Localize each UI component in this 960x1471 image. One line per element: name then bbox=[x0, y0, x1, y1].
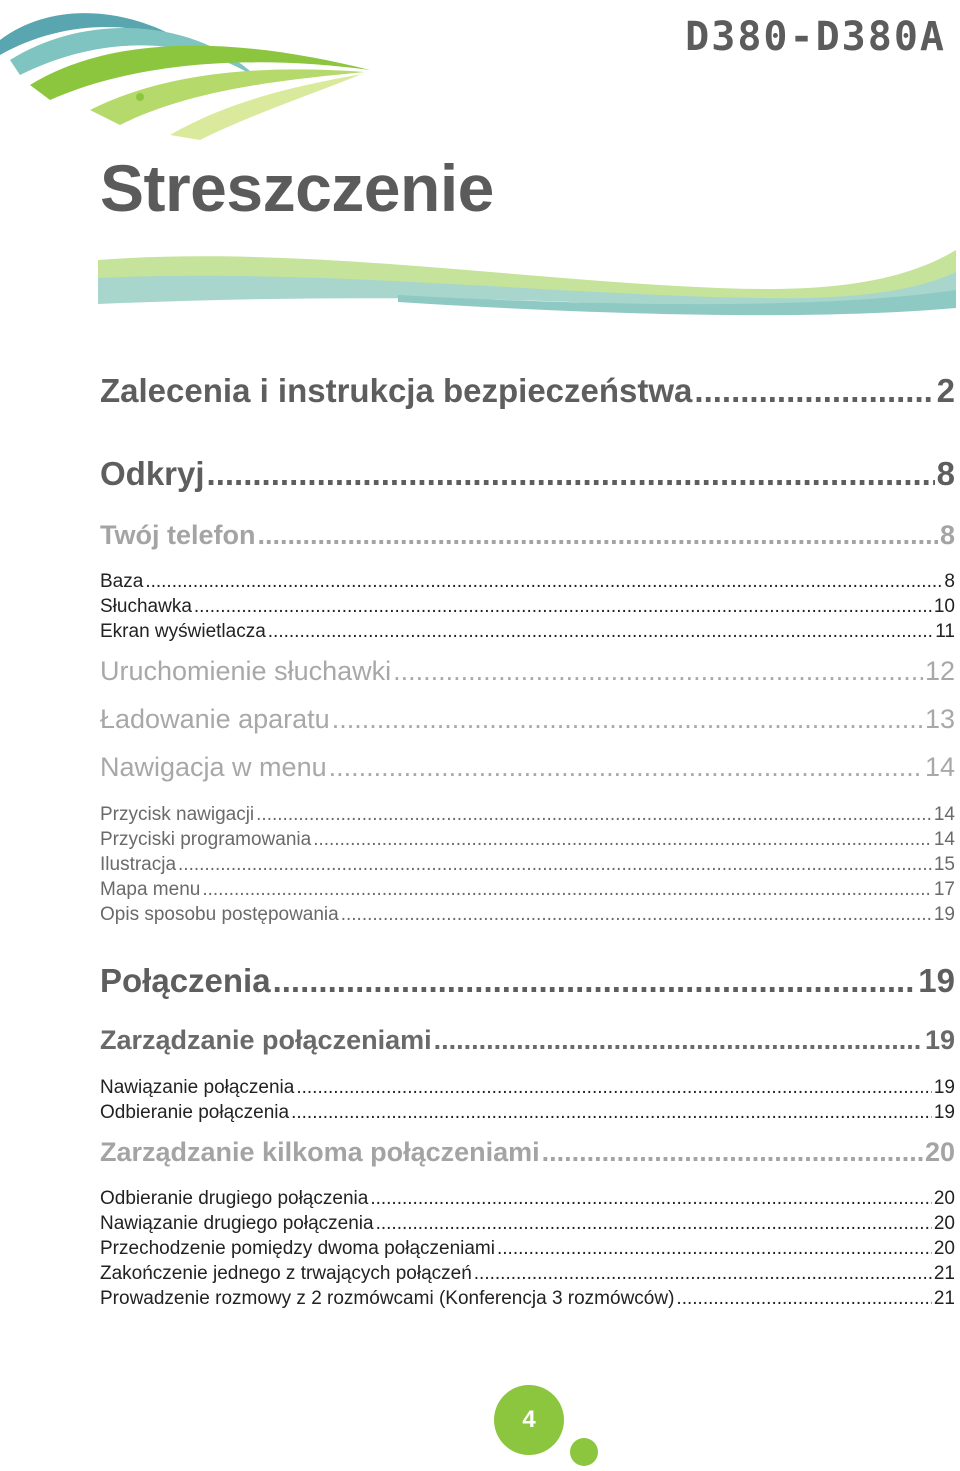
page-number: 4 bbox=[522, 1406, 536, 1433]
toc-entry[interactable]: Zarządzanie kilkoma połączeniami ..... 20 bbox=[100, 1137, 955, 1168]
toc-entry[interactable]: Ilustracja ..... 15 bbox=[100, 854, 955, 876]
toc-entry[interactable]: Nawigacja w menu ..... 14 bbox=[100, 752, 955, 783]
toc-entry[interactable]: Opis sposobu postępowania ..... 19 bbox=[100, 904, 955, 926]
logo-swoosh-graphic bbox=[0, 0, 380, 150]
toc-entry[interactable]: Odkryj ..... 8 bbox=[100, 455, 955, 493]
page-number-badge bbox=[494, 1385, 564, 1455]
toc-entry[interactable]: Prowadzenie rozmowy z 2 rozmówcami (Konferencja 3 rozmówców) ..... 21 bbox=[100, 1288, 955, 1310]
toc-entry[interactable]: Zalecenia i instrukcja bezpieczeństwa ..... 2 bbox=[100, 372, 955, 410]
toc-entry[interactable]: Odbieranie połączenia ..... 19 bbox=[100, 1102, 955, 1124]
page-title: Streszczenie bbox=[100, 151, 494, 225]
decorative-dot bbox=[570, 1438, 598, 1466]
model-name: D380-D380A bbox=[685, 14, 946, 60]
toc-entry[interactable]: Przycisk nawigacji ..... 14 bbox=[100, 804, 955, 826]
toc-entry[interactable]: Twój telefon ..... 8 bbox=[100, 520, 955, 551]
toc-entry[interactable]: Uruchomienie słuchawki ..... 12 bbox=[100, 656, 955, 687]
toc-entry[interactable]: Nawiązanie połączenia ..... 19 bbox=[100, 1077, 955, 1099]
toc-entry[interactable]: Zarządzanie połączeniami ..... 19 bbox=[100, 1025, 955, 1056]
title-wave-graphic bbox=[98, 240, 958, 320]
toc-entry[interactable]: Połączenia ..... 19 bbox=[100, 962, 955, 1000]
toc-entry[interactable]: Przechodzenie pomiędzy dwoma połączeniami ..... 20 bbox=[100, 1238, 955, 1260]
toc-entry[interactable]: Ekran wyświetlacza ..... 11 bbox=[100, 621, 955, 643]
toc-entry[interactable]: Odbieranie drugiego połączenia ..... 20 bbox=[100, 1188, 955, 1210]
toc-entry[interactable]: Ładowanie aparatu ..... 13 bbox=[100, 704, 955, 735]
toc-entry[interactable]: Zakończenie jednego z trwających połączeń ..... 21 bbox=[100, 1263, 955, 1285]
toc-entry[interactable]: Przyciski programowania ..... 14 bbox=[100, 829, 955, 851]
toc-entry[interactable]: Słuchawka ..... 10 bbox=[100, 596, 955, 618]
toc-entry[interactable]: Nawiązanie drugiego połączenia ..... 20 bbox=[100, 1213, 955, 1235]
toc-entry[interactable]: Mapa menu ..... 17 bbox=[100, 879, 955, 901]
toc-entry[interactable]: Baza ..... 8 bbox=[100, 571, 955, 593]
